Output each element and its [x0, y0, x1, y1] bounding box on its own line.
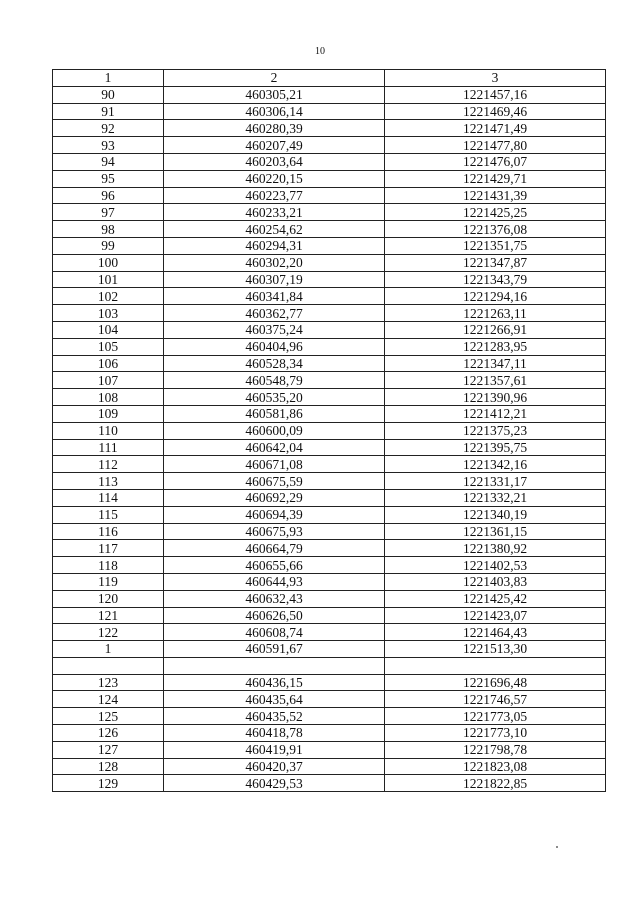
x-coordinate-cell: 460436,15	[164, 674, 385, 691]
x-coordinate-cell: 460375,24	[164, 321, 385, 338]
table-row	[53, 624, 606, 641]
table-row	[53, 137, 606, 154]
table-row	[53, 120, 606, 137]
x-coordinate-cell: 460418,78	[164, 725, 385, 742]
x-coordinate-cell: 460306,14	[164, 103, 385, 120]
x-coordinate-cell: 460435,52	[164, 708, 385, 725]
point-number-cell: 108	[53, 389, 164, 406]
table-row	[53, 372, 606, 389]
table-row	[53, 540, 606, 557]
table-row	[53, 153, 606, 170]
x-coordinate-cell: 460608,74	[164, 624, 385, 641]
point-number-cell: 110	[53, 422, 164, 439]
point-number-cell: 111	[53, 439, 164, 456]
y-coordinate-cell: 1221375,23	[385, 422, 606, 439]
x-coordinate-cell: 460254,62	[164, 221, 385, 238]
x-coordinate-cell: 460280,39	[164, 120, 385, 137]
x-coordinate-cell: 460362,77	[164, 305, 385, 322]
table-row	[53, 456, 606, 473]
table-row	[53, 523, 606, 540]
table-row	[53, 506, 606, 523]
x-coordinate-cell: 460305,21	[164, 86, 385, 103]
table-row	[53, 573, 606, 590]
point-number-cell: 126	[53, 725, 164, 742]
x-coordinate-cell: 460664,79	[164, 540, 385, 557]
table-row	[53, 674, 606, 691]
x-coordinate-cell: 460535,20	[164, 389, 385, 406]
x-coordinate-cell: 460223,77	[164, 187, 385, 204]
x-coordinate-cell: 460600,09	[164, 422, 385, 439]
point-number-cell: 128	[53, 758, 164, 775]
table-row	[53, 708, 606, 725]
point-number-cell: 103	[53, 305, 164, 322]
y-coordinate-cell: 1221283,95	[385, 338, 606, 355]
point-number-cell: 99	[53, 237, 164, 254]
point-number-cell: 109	[53, 405, 164, 422]
y-coordinate-cell: 1221395,75	[385, 439, 606, 456]
table-row	[53, 657, 606, 674]
point-number-cell: 112	[53, 456, 164, 473]
point-number-cell: 124	[53, 691, 164, 708]
y-coordinate-cell: 1221429,71	[385, 170, 606, 187]
table-row	[53, 221, 606, 238]
point-number-cell: 93	[53, 137, 164, 154]
point-number-cell	[53, 657, 164, 674]
point-number-cell: 121	[53, 607, 164, 624]
x-coordinate-cell: 460404,96	[164, 338, 385, 355]
table-row	[53, 607, 606, 624]
header-cell-2: 2	[164, 70, 385, 87]
y-coordinate-cell: 1221361,15	[385, 523, 606, 540]
table-row	[53, 271, 606, 288]
point-number-cell: 102	[53, 288, 164, 305]
point-number-cell: 94	[53, 153, 164, 170]
y-coordinate-cell: 1221342,16	[385, 456, 606, 473]
y-coordinate-cell: 1221332,21	[385, 489, 606, 506]
table-row	[53, 389, 606, 406]
point-number-cell: 123	[53, 674, 164, 691]
y-coordinate-cell: 1221469,46	[385, 103, 606, 120]
table-row	[53, 405, 606, 422]
y-coordinate-cell: 1221746,57	[385, 691, 606, 708]
point-number-cell: 105	[53, 338, 164, 355]
point-number-cell: 114	[53, 489, 164, 506]
x-coordinate-cell: 460435,64	[164, 691, 385, 708]
y-coordinate-cell: 1221425,42	[385, 590, 606, 607]
table-row	[53, 86, 606, 103]
x-coordinate-cell: 460429,53	[164, 775, 385, 792]
point-number-cell: 100	[53, 254, 164, 271]
x-coordinate-cell: 460675,93	[164, 523, 385, 540]
table-row	[53, 691, 606, 708]
table-row	[53, 473, 606, 490]
point-number-cell: 117	[53, 540, 164, 557]
y-coordinate-cell: 1221431,39	[385, 187, 606, 204]
point-number-cell: 125	[53, 708, 164, 725]
y-coordinate-cell: 1221343,79	[385, 271, 606, 288]
point-number-cell: 120	[53, 590, 164, 607]
y-coordinate-cell: 1221457,16	[385, 86, 606, 103]
table-row	[53, 489, 606, 506]
y-coordinate-cell: 1221513,30	[385, 641, 606, 658]
y-coordinate-cell: 1221402,53	[385, 557, 606, 574]
y-coordinate-cell: 1221266,91	[385, 321, 606, 338]
table-row	[53, 557, 606, 574]
y-coordinate-cell: 1221822,85	[385, 775, 606, 792]
y-coordinate-cell: 1221351,75	[385, 237, 606, 254]
y-coordinate-cell: 1221464,43	[385, 624, 606, 641]
x-coordinate-cell: 460692,29	[164, 489, 385, 506]
table-row	[53, 187, 606, 204]
table-row	[53, 204, 606, 221]
x-coordinate-cell: 460591,67	[164, 641, 385, 658]
x-coordinate-cell: 460581,86	[164, 405, 385, 422]
y-coordinate-cell: 1221773,10	[385, 725, 606, 742]
y-coordinate-cell: 1221476,07	[385, 153, 606, 170]
table-row	[53, 288, 606, 305]
table-row	[53, 641, 606, 658]
point-number-cell: 122	[53, 624, 164, 641]
table-header-row	[53, 70, 606, 87]
y-coordinate-cell: 1221696,48	[385, 674, 606, 691]
point-number-cell: 118	[53, 557, 164, 574]
y-coordinate-cell: 1221477,80	[385, 137, 606, 154]
table-row	[53, 758, 606, 775]
x-coordinate-cell: 460644,93	[164, 573, 385, 590]
header-cell-1: 1	[53, 70, 164, 87]
y-coordinate-cell: 1221376,08	[385, 221, 606, 238]
point-number-cell: 115	[53, 506, 164, 523]
y-coordinate-cell: 1221823,08	[385, 758, 606, 775]
point-number-cell: 113	[53, 473, 164, 490]
stray-mark	[556, 846, 558, 848]
y-coordinate-cell: 1221390,96	[385, 389, 606, 406]
y-coordinate-cell: 1221347,11	[385, 355, 606, 372]
point-number-cell: 91	[53, 103, 164, 120]
x-coordinate-cell: 460548,79	[164, 372, 385, 389]
x-coordinate-cell: 460671,08	[164, 456, 385, 473]
y-coordinate-cell: 1221798,78	[385, 741, 606, 758]
table-row	[53, 103, 606, 120]
point-number-cell: 106	[53, 355, 164, 372]
x-coordinate-cell: 460302,20	[164, 254, 385, 271]
table-row	[53, 305, 606, 322]
table-row	[53, 439, 606, 456]
x-coordinate-cell: 460207,49	[164, 137, 385, 154]
x-coordinate-cell: 460294,31	[164, 237, 385, 254]
y-coordinate-cell: 1221357,61	[385, 372, 606, 389]
point-number-cell: 129	[53, 775, 164, 792]
x-coordinate-cell: 460341,84	[164, 288, 385, 305]
x-coordinate-cell: 460642,04	[164, 439, 385, 456]
x-coordinate-cell: 460675,59	[164, 473, 385, 490]
x-coordinate-cell: 460420,37	[164, 758, 385, 775]
y-coordinate-cell: 1221263,11	[385, 305, 606, 322]
y-coordinate-cell: 1221425,25	[385, 204, 606, 221]
table-row	[53, 590, 606, 607]
point-number-cell: 119	[53, 573, 164, 590]
table-row	[53, 355, 606, 372]
y-coordinate-cell: 1221423,07	[385, 607, 606, 624]
y-coordinate-cell: 1221403,83	[385, 573, 606, 590]
x-coordinate-cell: 460203,64	[164, 153, 385, 170]
x-coordinate-cell: 460655,66	[164, 557, 385, 574]
y-coordinate-cell	[385, 657, 606, 674]
table-row	[53, 237, 606, 254]
point-number-cell: 116	[53, 523, 164, 540]
x-coordinate-cell: 460233,21	[164, 204, 385, 221]
point-number-cell: 95	[53, 170, 164, 187]
table-row	[53, 254, 606, 271]
table-row	[53, 170, 606, 187]
table-row	[53, 321, 606, 338]
y-coordinate-cell: 1221294,16	[385, 288, 606, 305]
x-coordinate-cell	[164, 657, 385, 674]
point-number-cell: 104	[53, 321, 164, 338]
x-coordinate-cell: 460419,91	[164, 741, 385, 758]
header-cell-3: 3	[385, 70, 606, 87]
table-row	[53, 741, 606, 758]
coordinates-table	[52, 69, 606, 792]
x-coordinate-cell: 460694,39	[164, 506, 385, 523]
y-coordinate-cell: 1221471,49	[385, 120, 606, 137]
table-body	[53, 86, 606, 791]
point-number-cell: 107	[53, 372, 164, 389]
point-number-cell: 1	[53, 641, 164, 658]
table-row	[53, 338, 606, 355]
x-coordinate-cell: 460632,43	[164, 590, 385, 607]
y-coordinate-cell: 1221773,05	[385, 708, 606, 725]
y-coordinate-cell: 1221340,19	[385, 506, 606, 523]
point-number-cell: 90	[53, 86, 164, 103]
x-coordinate-cell: 460220,15	[164, 170, 385, 187]
point-number-cell: 96	[53, 187, 164, 204]
y-coordinate-cell: 1221331,17	[385, 473, 606, 490]
table-row	[53, 422, 606, 439]
y-coordinate-cell: 1221380,92	[385, 540, 606, 557]
x-coordinate-cell: 460626,50	[164, 607, 385, 624]
y-coordinate-cell: 1221347,87	[385, 254, 606, 271]
point-number-cell: 127	[53, 741, 164, 758]
x-coordinate-cell: 460307,19	[164, 271, 385, 288]
point-number-cell: 101	[53, 271, 164, 288]
y-coordinate-cell: 1221412,21	[385, 405, 606, 422]
page-number: 10	[315, 46, 325, 57]
table-row	[53, 725, 606, 742]
point-number-cell: 92	[53, 120, 164, 137]
x-coordinate-cell: 460528,34	[164, 355, 385, 372]
point-number-cell: 98	[53, 221, 164, 238]
point-number-cell: 97	[53, 204, 164, 221]
table-row	[53, 775, 606, 792]
